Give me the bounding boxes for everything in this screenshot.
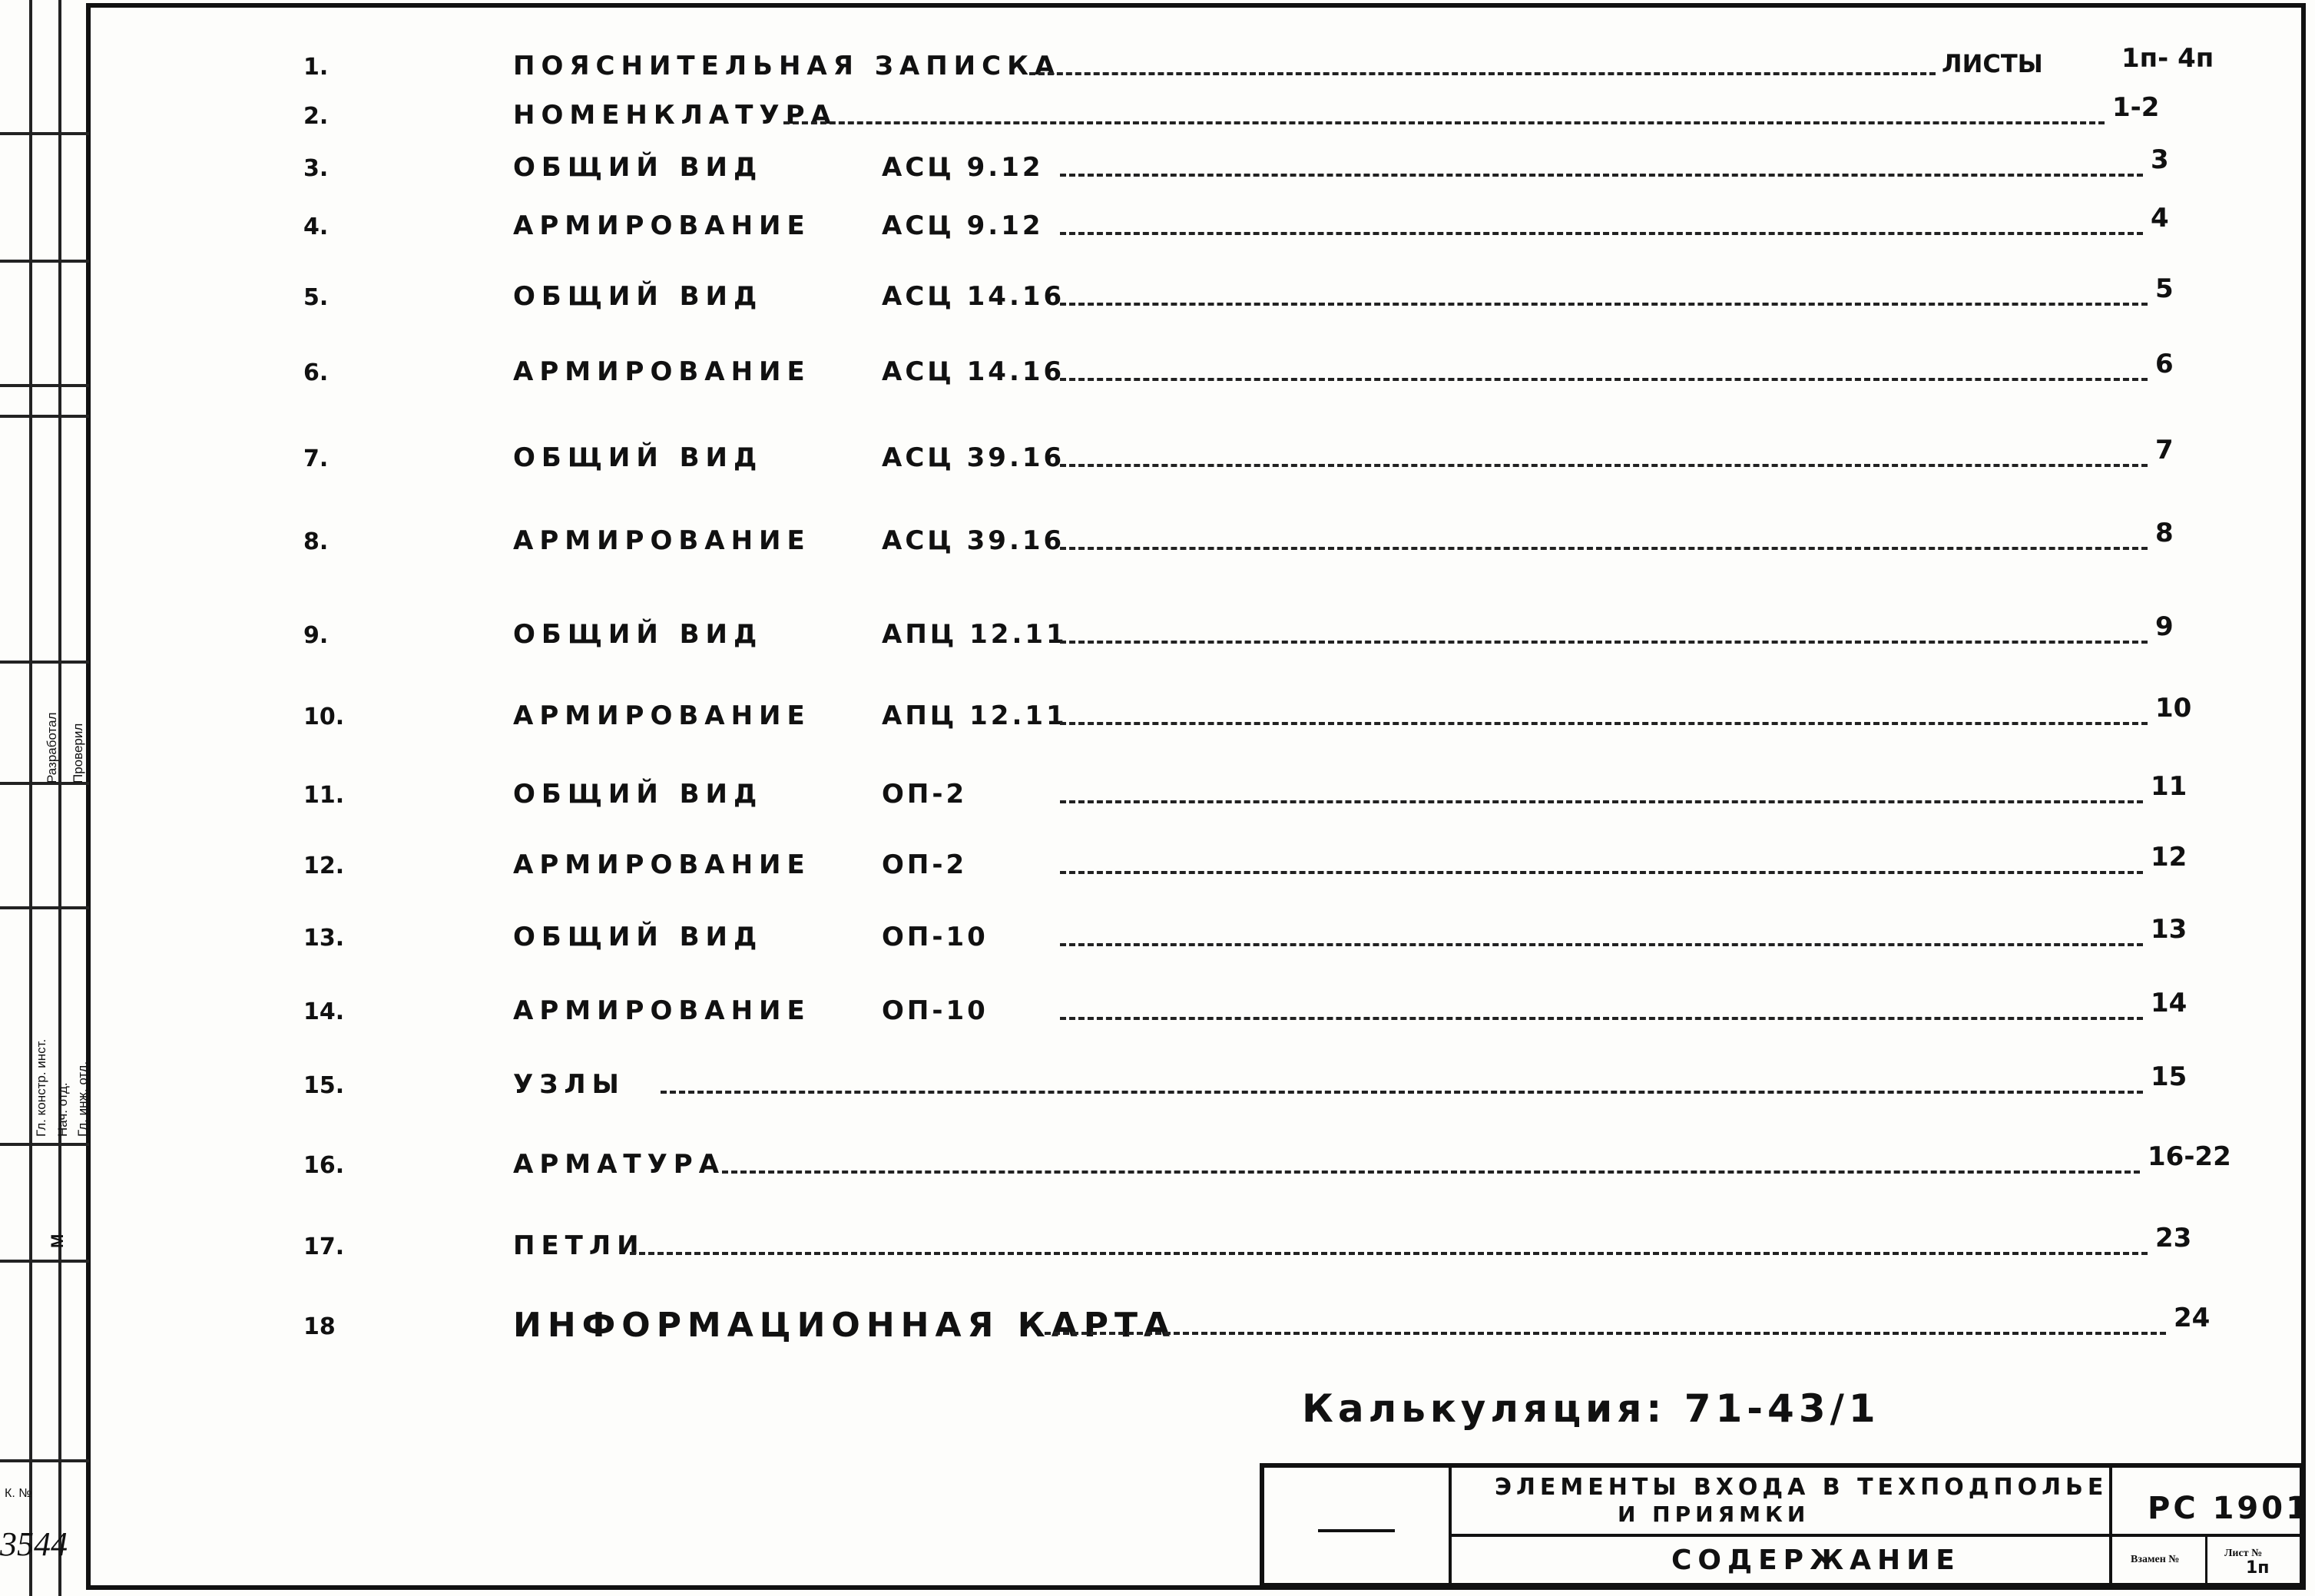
row-page: 6 <box>2155 349 2174 379</box>
row-leader <box>661 1091 2143 1094</box>
contents-row <box>0 1303 2315 1352</box>
title-block-line <box>1449 1468 1452 1583</box>
row-code: АПЦ 12.11 <box>882 700 1068 731</box>
row-number: 15. <box>303 1072 345 1099</box>
contents-row <box>0 435 2315 484</box>
row-page: 5 <box>2155 273 2174 304</box>
contents-row <box>0 349 2315 398</box>
row-title: АРМИРОВАНИЕ <box>513 995 811 1026</box>
row-title: ОБЩИЙ ВИД <box>513 779 763 810</box>
row-page: 1-2 <box>2112 92 2160 123</box>
strip-line <box>0 906 89 909</box>
contents-row <box>0 203 2315 252</box>
title-block-line <box>2205 1537 2207 1583</box>
sheets-word: ЛИСТЫ <box>1942 49 2043 78</box>
strip-line <box>0 661 89 664</box>
row-leader <box>1060 943 2143 946</box>
row-leader <box>1060 303 2148 306</box>
row-number: 14. <box>303 998 345 1025</box>
row-page: 12 <box>2151 842 2187 873</box>
row-page: 16-22 <box>2148 1141 2231 1172</box>
strip-line <box>0 415 89 418</box>
contents-row <box>0 518 2315 567</box>
row-number: 8. <box>303 528 329 555</box>
row-leader <box>783 121 2105 124</box>
row-number: 17. <box>303 1233 345 1260</box>
project-name-line2: И ПРИЯМКИ <box>1618 1502 1810 1527</box>
contents-row <box>0 92 2315 141</box>
strip-label-chief-designer: Гл. констр. инст. <box>34 1038 48 1137</box>
row-page: 9 <box>2155 611 2174 642</box>
row-title: НОМЕНКЛАТУРА <box>513 100 837 131</box>
strip-label-dept-head: Нач. отд. <box>55 1082 70 1137</box>
row-page: 10 <box>2155 693 2192 723</box>
row-title: ОБЩИЙ ВИД <box>513 442 763 473</box>
row-number: 6. <box>303 359 329 386</box>
strip-label-checked: Проверил <box>71 723 85 783</box>
row-leader <box>1060 800 2143 803</box>
row-page: 11 <box>2151 771 2187 802</box>
row-number: 12. <box>303 853 345 879</box>
row-title: АРМИРОВАНИЕ <box>513 210 811 241</box>
strip-line <box>0 260 89 263</box>
row-page: 24 <box>2174 1303 2211 1333</box>
sheet-number: 1п <box>2246 1558 2270 1578</box>
strip-line <box>0 1459 89 1462</box>
row-number: 1. <box>303 54 329 81</box>
row-title: ОБЩИЙ ВИД <box>513 619 763 650</box>
row-number: 13. <box>303 925 345 952</box>
row-code: ОП-2 <box>882 849 968 880</box>
row-leader <box>1060 174 2143 177</box>
row-title: ПЕТЛИ <box>513 1230 645 1261</box>
row-page: 14 <box>2151 988 2187 1018</box>
row-code: АСЦ 39.16 <box>882 525 1065 556</box>
row-page: 8 <box>2155 518 2174 548</box>
contents-row <box>0 1141 2315 1190</box>
row-title: ИНФОРМАЦИОННАЯ КАРТА <box>513 1306 1177 1345</box>
row-code: АСЦ 14.16 <box>882 281 1065 312</box>
row-code: ОП-10 <box>882 995 989 1026</box>
row-number: 3. <box>303 155 329 182</box>
row-number: 9. <box>303 622 329 649</box>
row-page: 3 <box>2151 144 2169 175</box>
row-title: ОБЩИЙ ВИД <box>513 152 763 183</box>
row-leader <box>1060 722 2148 725</box>
row-title: ОБЩИЙ ВИД <box>513 281 763 312</box>
contents-row <box>0 43 2315 92</box>
row-title: АРМИРОВАНИЕ <box>513 849 811 880</box>
row-page: 13 <box>2151 914 2187 945</box>
row-leader <box>1060 1017 2143 1020</box>
row-title: УЗЛЫ <box>513 1069 625 1100</box>
sheet-subtitle: СОДЕРЖАНИЕ <box>1671 1545 1961 1576</box>
strip-mark: М <box>48 1233 67 1248</box>
contents-row <box>0 1223 2315 1272</box>
row-number: 11. <box>303 782 345 809</box>
contents-row <box>0 771 2315 820</box>
project-name-line1: ЭЛЕМЕНТЫ ВХОДА В ТЕХПОДПОЛЬЕ <box>1495 1474 2108 1501</box>
strip-inv-label: К. № <box>5 1487 32 1500</box>
row-leader <box>1060 871 2143 874</box>
row-code: ОП-2 <box>882 779 968 810</box>
contents-row <box>0 144 2315 194</box>
row-page: 15 <box>2151 1061 2187 1092</box>
row-leader <box>630 1252 2148 1255</box>
title-block-dash <box>1318 1529 1395 1532</box>
contents-row <box>0 273 2315 323</box>
sheet-label: Лист № <box>2224 1548 2263 1559</box>
row-code: АСЦ 9.12 <box>882 152 1044 183</box>
strip-label-chief-engineer: Гл. инж. отд. <box>75 1061 90 1137</box>
row-code: АПЦ 12.11 <box>882 619 1068 650</box>
contents-row <box>0 842 2315 891</box>
row-leader <box>1060 547 2148 550</box>
row-number: 2. <box>303 103 329 130</box>
contents-row <box>0 914 2315 963</box>
calculation-note: Калькуляция: 71-43/1 <box>1302 1386 1880 1431</box>
row-code: АСЦ 9.12 <box>882 210 1044 241</box>
row-title: АРМИРОВАНИЕ <box>513 525 811 556</box>
row-title: ПОЯСНИТЕЛЬНАЯ ЗАПИСКА <box>513 51 1061 81</box>
row-title: ОБЩИЙ ВИД <box>513 922 763 952</box>
row-leader <box>1029 72 1936 75</box>
strip-inv-number: 3544 <box>0 1525 68 1563</box>
title-block-line <box>1452 1534 2300 1537</box>
row-title: АРМИРОВАНИЕ <box>513 356 811 387</box>
row-page: 23 <box>2155 1223 2192 1253</box>
contents-row <box>0 611 2315 661</box>
row-leader <box>1045 1332 2166 1335</box>
row-number: 7. <box>303 445 329 472</box>
row-code: ОП-10 <box>882 922 989 952</box>
row-leader <box>1060 232 2143 235</box>
row-leader <box>722 1171 2140 1174</box>
row-page: 4 <box>2151 203 2169 233</box>
row-number: 16. <box>303 1152 345 1179</box>
row-page: 1п- 4п <box>2121 43 2214 74</box>
row-code: АСЦ 14.16 <box>882 356 1065 387</box>
row-title: АРМИРОВАНИЕ <box>513 700 811 731</box>
row-title: АРМАТУРА <box>513 1149 726 1180</box>
title-block-line <box>2109 1468 2112 1583</box>
strip-label-developed: Разработал <box>45 712 59 783</box>
row-number: 4. <box>303 214 329 240</box>
row-page: 7 <box>2155 435 2174 465</box>
replaces-label: Взамен № <box>2131 1554 2180 1565</box>
contents-row <box>0 693 2315 742</box>
title-block <box>1260 1463 2310 1588</box>
row-number: 10. <box>303 704 345 730</box>
row-leader <box>1060 641 2148 644</box>
document-code: РС 1901 <box>2148 1491 2310 1526</box>
row-leader <box>1060 378 2148 381</box>
row-number: 5. <box>303 284 329 311</box>
row-leader <box>1060 464 2148 467</box>
row-number: 18 <box>303 1313 336 1340</box>
row-code: АСЦ 39.16 <box>882 442 1065 473</box>
contents-row <box>0 988 2315 1037</box>
